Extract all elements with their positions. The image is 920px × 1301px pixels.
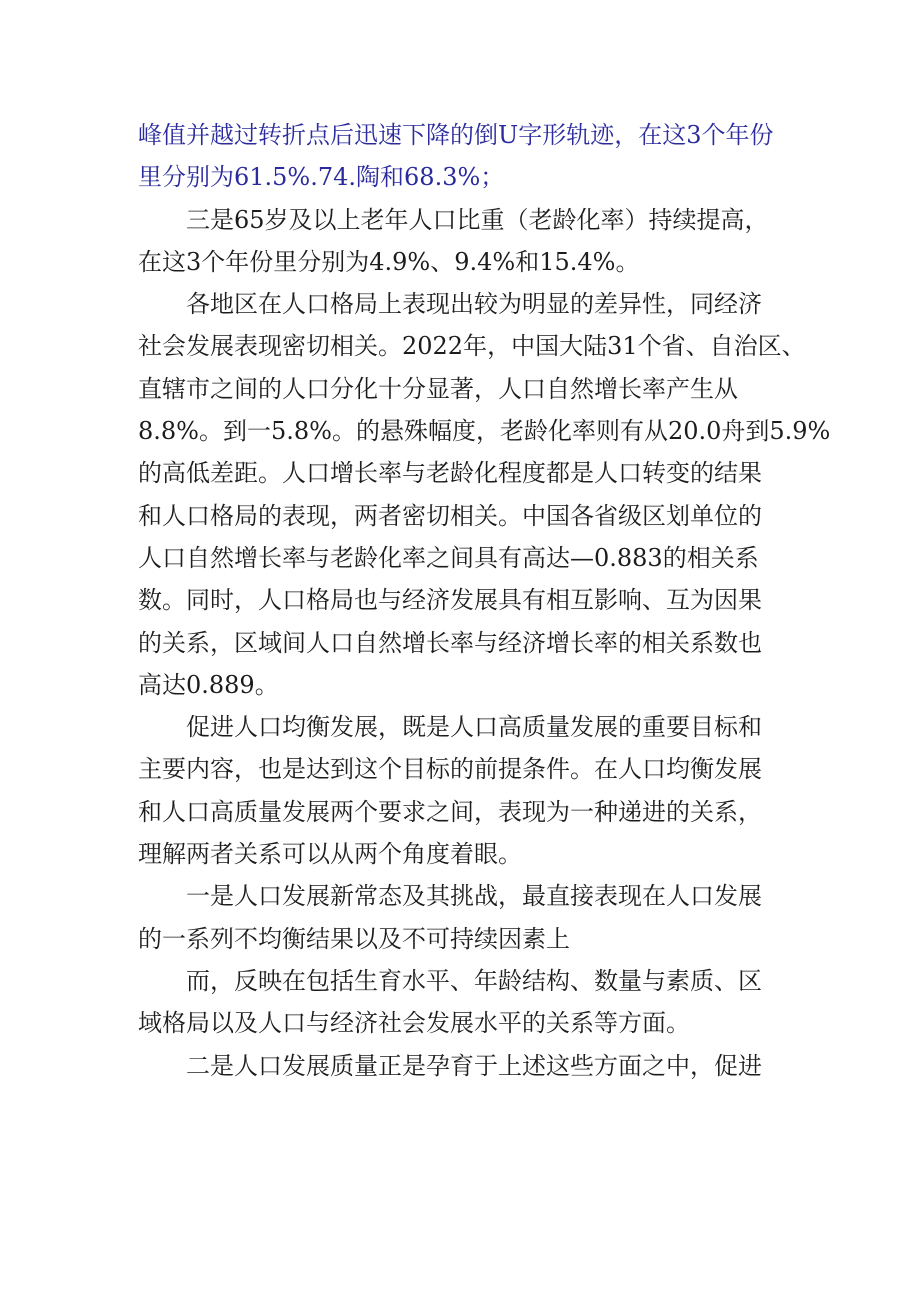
text-line: 和人口格局的表现，两者密切相关。中国各省级区划单位的 bbox=[138, 501, 762, 530]
text-line: 各地区在人口格局上表现出较为明显的差异性，同经济 bbox=[186, 290, 762, 319]
text-line: 一是人口发展新常态及其挑战，最直接表现在人口发展 bbox=[186, 882, 762, 911]
text-line: 直辖市之间的人口分化十分显著，人口自然增长率产生从 bbox=[138, 374, 738, 403]
text-line: 而，反映在包括生育水平、年龄结构、数量与素质、区 bbox=[186, 966, 762, 995]
text-line: 三是65岁及以上老年人口比重（老龄化率）持续提高， bbox=[186, 205, 769, 234]
text-line: 和人口高质量发展两个要求之间，表现为一种递进的关系， bbox=[138, 797, 762, 826]
text-line: 域格局以及人口与经济社会发展水平的关系等方面。 bbox=[138, 1009, 690, 1038]
text-line: 数。同时，人口格局也与经济发展具有相互影响、互为因果 bbox=[138, 586, 762, 615]
text-line: 主要内容，也是达到这个目标的前提条件。在人口均衡发展 bbox=[138, 755, 762, 784]
document-page bbox=[138, 114, 831, 1087]
text-line: 在这3个年份里分别为4.9%、9.4%和15.4%。 bbox=[138, 247, 640, 276]
text-line: 高达0.889。 bbox=[138, 670, 279, 699]
text-line: 社会发展表现密切相关。2022年，中国大陆31个省、自治区、 bbox=[138, 332, 806, 361]
text-line: 的高低差距。人口增长率与老龄化程度都是人口转变的结果 bbox=[138, 459, 762, 488]
text-line: 峰值并越过转折点后迅速下降的倒U字形轨迹，在这3个年份 bbox=[138, 121, 774, 149]
text-line: 促进人口均衡发展，既是人口高质量发展的重要目标和 bbox=[186, 713, 762, 742]
text-line: 的关系，区域间人口自然增长率与经济增长率的相关系数也 bbox=[138, 628, 762, 657]
text-line: 8.8%。到一5.8%。的悬殊幅度，老龄化率则有从20.0舟到5.9% bbox=[138, 417, 831, 446]
text-line: 的一系列不均衡结果以及不可持续因素上 bbox=[138, 924, 570, 953]
text-line: 理解两者关系可以从两个角度着眼。 bbox=[138, 840, 522, 869]
text-line: 人口自然增长率与老龄化率之间具有高达—0.883的相关系 bbox=[138, 543, 759, 572]
text-line: 里分别为61.5%.74.陶和68.3%； bbox=[138, 163, 505, 192]
text-line: 二是人口发展质量正是孕育于上述这些方面之中，促进 bbox=[186, 1051, 762, 1080]
